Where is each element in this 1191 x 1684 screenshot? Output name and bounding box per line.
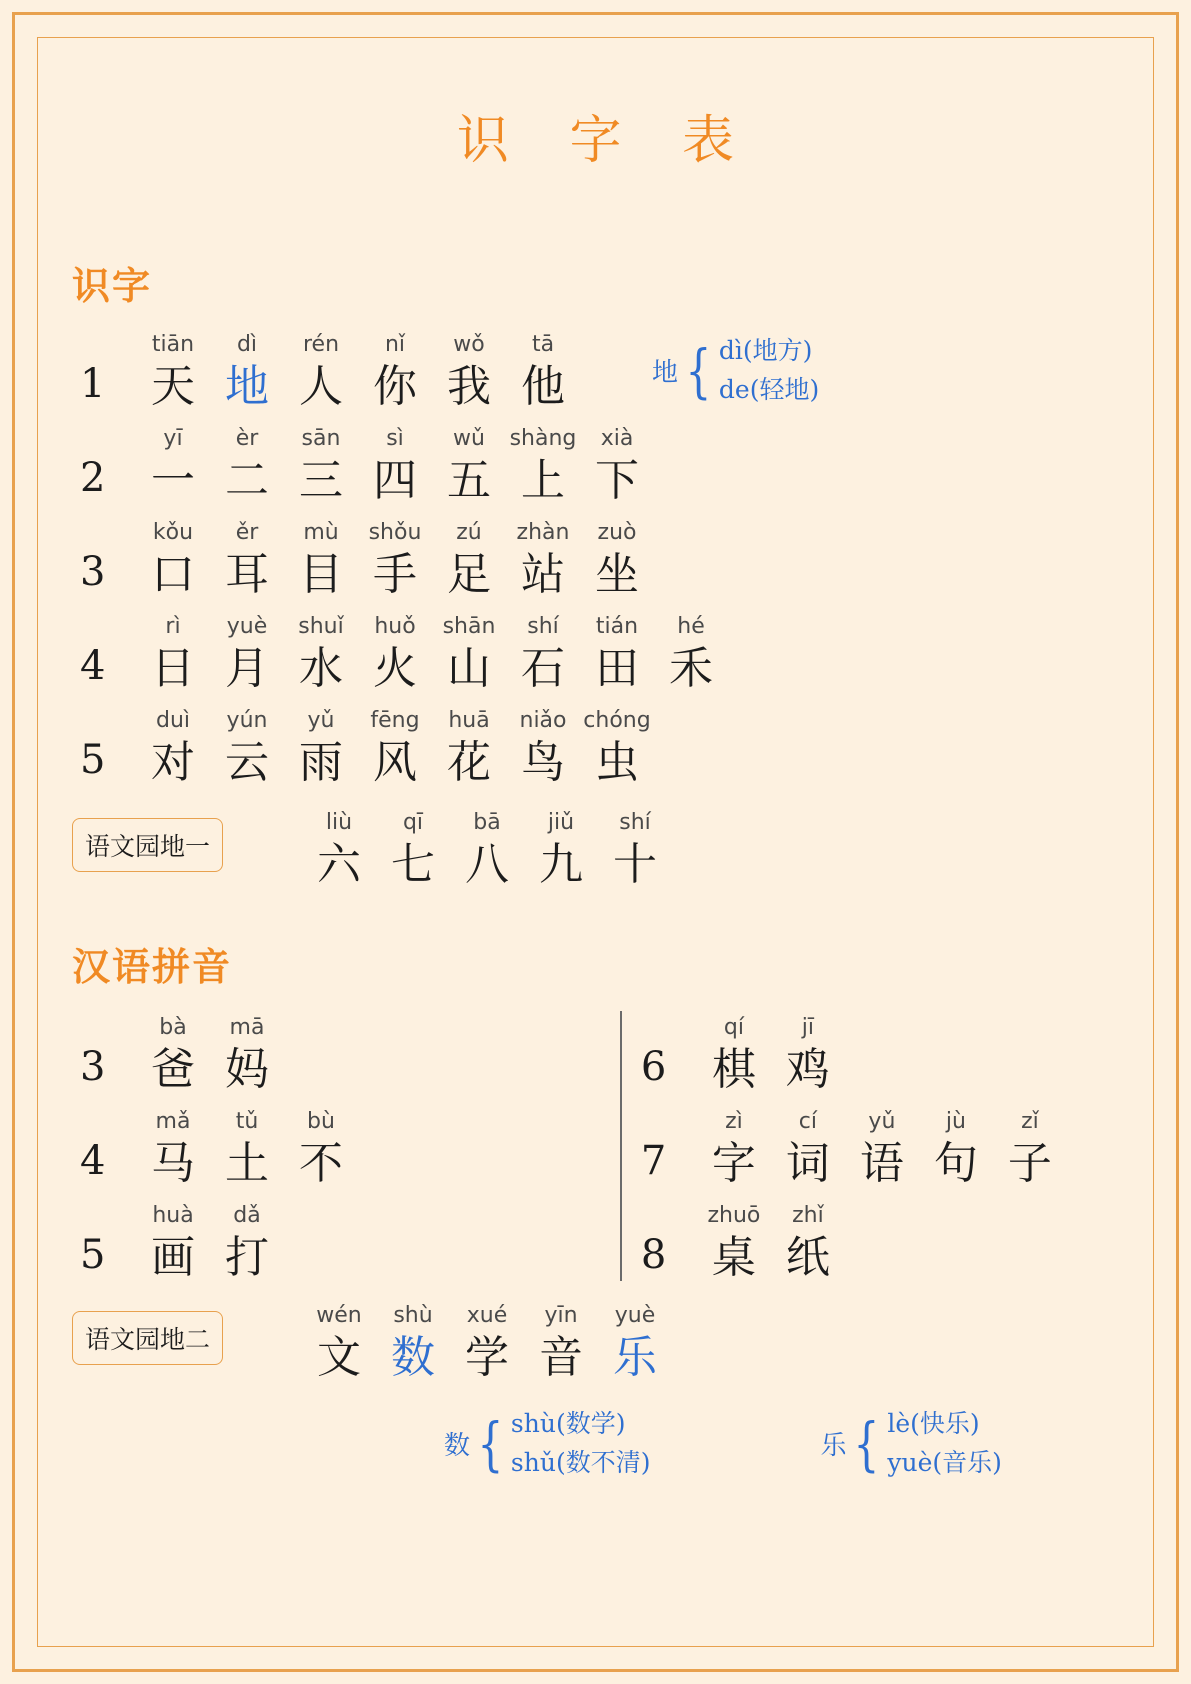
char-cell[interactable] [697,1016,771,1097]
pinyin-label: jù [945,1109,966,1134]
row-number: 6 [640,1044,667,1090]
hanzi-glyph: 手 [373,549,417,600]
pinyin-label: shí [619,810,651,835]
brace-icon: { [477,1409,504,1478]
pinyin-label: zǐ [1021,1109,1039,1134]
pinyin-label: xià [600,426,634,451]
char-cell[interactable] [210,427,284,508]
hanzi-glyph: 鸟 [521,737,565,788]
table-row [72,1003,571,1097]
hanzi-glyph: 虫 [595,737,639,788]
polyphone-notes-bottom [72,1405,1151,1483]
hanzi-glyph: 马 [151,1138,195,1189]
table-row-tagged [72,790,1151,892]
brace-icon: { [854,1409,880,1478]
char-cell[interactable] [210,1016,284,1097]
char-cell[interactable] [358,615,432,696]
unit-tag-yuwenyuandi-2[interactable]: 语文园地二 [72,1311,223,1365]
pinyin-label: zuò [597,520,637,545]
hanzi-glyph: 桌 [711,1232,756,1283]
page-title: 识 字 表 [456,111,757,171]
char-cell[interactable] [771,1204,845,1285]
unit-tag-yuwenyuandi-1[interactable]: 语文园地一 [72,818,223,872]
pinyin-label: yīn [544,1303,578,1328]
polyphone-char: 地 [652,358,679,389]
table-row [72,414,1151,508]
table-row [72,1097,571,1191]
hanzi-glyph: 学 [465,1332,509,1383]
hanzi-glyph: 田 [595,643,639,694]
hanzi-glyph: 画 [151,1232,195,1283]
hanzi-glyph: 禾 [669,643,713,694]
hanzi-glyph: 花 [447,737,491,788]
row-number: 3 [80,549,106,595]
hanzi-glyph: 下 [595,455,639,506]
polyphone-readings: dì(地方) de(轻地) [718,336,820,404]
table-row [72,320,1151,414]
pinyin-label: fēng [370,708,420,733]
pinyin-label: sān [301,426,341,451]
hanzi-glyph: 水 [299,643,343,694]
pinyin-label: jī [801,1015,815,1040]
hanzi-glyph: 四 [373,455,417,506]
pinyin-label: huā [448,708,490,733]
pinyin-label: zì [725,1109,743,1134]
pinyin-label: shān [442,614,496,639]
hanzi-glyph: 我 [447,361,491,412]
pinyin-label: yuè [226,614,268,639]
hanzi-glyph: 棋 [711,1044,756,1095]
char-cell[interactable] [771,1110,845,1191]
page-content [40,40,1151,1644]
hanzi-glyph: 六 [317,839,361,890]
char-cell[interactable] [506,709,580,790]
pinyin-label: zhǐ [792,1203,824,1228]
two-column-block [72,1003,1151,1285]
table-row-tagged [72,1289,1151,1385]
hanzi-glyph: 音 [539,1332,583,1383]
row-number: 5 [80,737,106,783]
hanzi-glyph: 风 [373,737,417,788]
section-heading-hanyupinyin: 汉语拼音 [72,944,233,989]
pinyin-label: cí [798,1109,818,1134]
row-number: 2 [80,455,106,501]
pinyin-label: yī [163,426,183,451]
polyphone-char: 乐 [820,1431,847,1461]
hanzi-glyph: 土 [225,1138,269,1189]
pinyin-label: duì [155,708,191,733]
column-left [72,1003,571,1285]
char-cell[interactable] [136,521,210,602]
char-cell[interactable] [210,333,284,414]
pinyin-label: bā [473,810,501,835]
hanzi-glyph: 山 [447,643,491,694]
row-number: 7 [640,1138,667,1184]
char-cell[interactable] [432,709,506,790]
hanzi-glyph: 句 [933,1138,978,1189]
char-cell[interactable] [302,811,376,892]
pinyin-label: zhàn [516,520,570,545]
hanzi-glyph: 对 [151,737,195,788]
pinyin-label: niǎo [519,708,567,733]
char-cell[interactable] [919,1110,993,1191]
char-cell[interactable] [284,1110,358,1191]
char-cell[interactable] [506,427,580,508]
char-cell[interactable] [210,615,284,696]
hanzi-glyph: 乐 [613,1332,657,1383]
pinyin-label: qī [402,810,424,835]
hanzi-glyph: 坐 [595,549,639,600]
pinyin-label: shí [527,614,559,639]
char-cell[interactable] [845,1110,919,1191]
char-cell[interactable] [136,427,210,508]
table-row [72,1191,571,1285]
char-cell[interactable] [284,427,358,508]
char-cell[interactable] [598,811,672,892]
pinyin-label: huǒ [374,614,416,639]
char-cell[interactable] [771,1016,845,1097]
pinyin-label: yǔ [868,1109,896,1134]
pinyin-label: chóng [583,708,651,733]
row-number: 3 [80,1044,106,1090]
table-row [633,1003,1151,1097]
polyphone-readings: lè(快乐) yuè(音乐) [887,1409,1002,1477]
pinyin-label: bà [159,1015,187,1040]
hanzi-glyph: 不 [299,1138,343,1189]
pinyin-label: dì [236,332,258,357]
hanzi-glyph: 云 [225,737,269,788]
section-shizi [72,255,1151,892]
pinyin-label: tā [531,332,555,357]
hanzi-glyph: 妈 [225,1044,269,1095]
char-cell[interactable] [580,709,654,790]
hanzi-glyph: 人 [299,361,343,412]
char-cell[interactable] [136,709,210,790]
table-row [633,1191,1151,1285]
hanzi-glyph: 纸 [785,1232,830,1283]
hanzi-glyph: 一 [151,455,195,506]
pinyin-label: sì [386,426,404,451]
hanzi-glyph: 火 [373,643,417,694]
char-cell[interactable] [506,615,580,696]
polyphone-note-le [820,1405,1001,1483]
character-rows-shizi [72,320,1151,892]
pinyin-label: qí [723,1015,744,1040]
hanzi-glyph: 字 [711,1138,756,1189]
section-heading-shizi: 识字 [72,263,153,308]
pinyin-label: nǐ [384,332,406,357]
char-cell[interactable] [284,333,358,414]
pinyin-label: tǔ [235,1109,259,1134]
unit-tag-holder [72,798,302,892]
pinyin-label: tián [595,614,639,639]
pinyin-label: rì [165,614,181,639]
row-number: 8 [640,1232,667,1278]
row-number: 4 [80,643,106,689]
pinyin-label: huà [152,1203,194,1228]
pinyin-label: shǒu [368,520,422,545]
hanzi-glyph: 鸡 [785,1044,830,1095]
char-cell[interactable] [993,1110,1067,1191]
table-row [633,1097,1151,1191]
char-cell[interactable] [376,811,450,892]
char-cell[interactable] [654,615,728,696]
pinyin-label: jiǔ [547,810,575,835]
pinyin-label: yún [226,708,268,733]
pinyin-label: zhuō [707,1203,761,1228]
pinyin-label: mǎ [155,1109,191,1134]
unit-tag-holder [72,1291,302,1385]
char-cell[interactable] [506,333,580,414]
char-cell[interactable] [358,427,432,508]
table-row [72,508,1151,602]
section-hanyupinyin [72,936,1151,1483]
char-cell[interactable] [697,1110,771,1191]
pinyin-label: bù [307,1109,335,1134]
char-cell[interactable] [432,427,506,508]
char-cell[interactable] [580,427,654,508]
pinyin-label: dǎ [233,1203,261,1228]
pinyin-label: liù [325,810,353,835]
hanzi-glyph: 子 [1007,1138,1052,1189]
char-cell[interactable] [506,521,580,602]
char-cell[interactable] [210,1110,284,1191]
hanzi-glyph: 月 [225,643,269,694]
char-cell[interactable] [358,333,432,414]
pinyin-label: shàng [509,426,577,451]
char-cell[interactable] [432,521,506,602]
char-cell[interactable] [580,521,654,602]
char-cell[interactable] [580,615,654,696]
hanzi-glyph: 文 [317,1332,361,1383]
char-cell[interactable] [358,521,432,602]
hanzi-glyph: 你 [373,361,417,412]
pinyin-label: wǔ [453,426,485,451]
pinyin-label: yuè [614,1303,656,1328]
hanzi-glyph: 九 [539,839,583,890]
row-number: 4 [80,1138,106,1184]
hanzi-glyph: 天 [151,361,195,412]
polyphone-note-shu [444,1405,650,1483]
hanzi-glyph: 耳 [225,549,269,600]
char-cell[interactable] [210,1204,284,1285]
char-cell[interactable] [136,1016,210,1097]
brace-icon: { [685,336,712,405]
char-cell[interactable] [432,615,506,696]
char-cell[interactable] [302,1304,376,1385]
pinyin-label: tiān [151,332,195,357]
char-cell[interactable] [450,1304,524,1385]
char-cell[interactable] [136,615,210,696]
pinyin-label: wǒ [453,332,485,357]
hanzi-glyph: 三 [299,455,343,506]
char-cell[interactable] [358,709,432,790]
pinyin-label: mā [229,1015,265,1040]
char-cell[interactable] [210,521,284,602]
pinyin-label: mù [303,520,339,545]
pinyin-label: kǒu [152,520,194,545]
pinyin-label: shù [393,1303,433,1328]
char-cell[interactable] [432,333,506,414]
table-row [72,696,1151,790]
pinyin-label: yǔ [307,708,335,733]
row-number: 5 [80,1232,106,1278]
polyphone-note-di [652,332,819,410]
hanzi-glyph: 足 [447,549,491,600]
pinyin-label: hé [677,614,705,639]
char-cell[interactable] [284,615,358,696]
char-cell[interactable] [136,333,210,414]
polyphone-readings: shù(数学) shǔ(数不清) [510,1409,651,1477]
hanzi-glyph: 数 [391,1332,435,1383]
char-cell[interactable] [376,1304,450,1385]
pinyin-label: rén [302,332,340,357]
hanzi-glyph: 爸 [151,1044,195,1095]
char-cell[interactable] [450,811,524,892]
char-cell[interactable] [284,709,358,790]
pinyin-label: zú [456,520,482,545]
char-cell[interactable] [697,1204,771,1285]
hanzi-glyph: 石 [521,643,565,694]
hanzi-glyph: 十 [613,839,657,890]
row-number: 1 [80,361,106,407]
hanzi-glyph: 雨 [299,737,343,788]
hanzi-glyph: 五 [447,455,491,506]
hanzi-glyph: 口 [151,549,195,600]
hanzi-glyph: 地 [225,361,269,412]
hanzi-glyph: 日 [151,643,195,694]
hanzi-glyph: 站 [521,549,565,600]
pinyin-label: èr [235,426,259,451]
char-cell[interactable] [524,811,598,892]
char-cell[interactable] [136,1204,210,1285]
pinyin-label: wén [316,1303,362,1328]
hanzi-glyph: 二 [225,455,269,506]
char-cell[interactable] [524,1304,598,1385]
column-right [571,1003,1151,1285]
char-cell[interactable] [210,709,284,790]
polyphone-char: 数 [444,1431,471,1461]
hanzi-glyph: 七 [391,839,435,890]
pinyin-label: xué [466,1303,508,1328]
char-cell[interactable] [136,1110,210,1191]
hanzi-glyph: 打 [225,1232,269,1283]
pinyin-label: ěr [235,520,259,545]
pinyin-label: shuǐ [298,614,344,639]
hanzi-glyph: 词 [785,1138,830,1189]
hanzi-glyph: 他 [521,361,565,412]
char-cell[interactable] [284,521,358,602]
hanzi-glyph: 目 [299,549,343,600]
char-cell[interactable] [598,1304,672,1385]
hanzi-glyph: 八 [465,839,509,890]
hanzi-glyph: 语 [859,1138,904,1189]
table-row [72,602,1151,696]
hanzi-glyph: 上 [521,455,565,506]
